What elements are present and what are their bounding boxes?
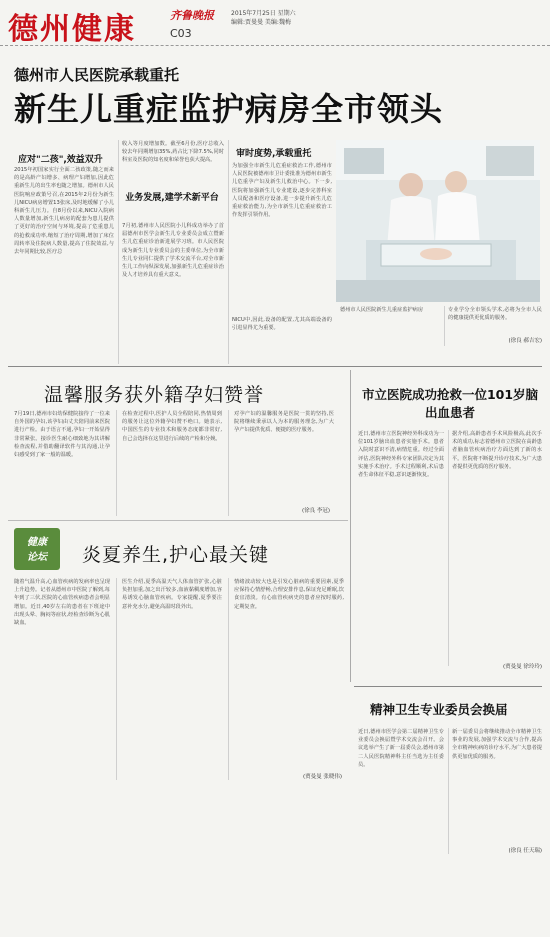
lead-credit: (徐良 郝吉宏) — [508, 338, 542, 344]
story3-col2: 据介绍,高龄患者手术风险极高,此次手术的成功,标志着德州市立医院在高龄患者脑血管疾病治疗方面达到了新的水平。医院将不断提升诊疗技术,为广大患者提供更优质的医疗服务。 — [452, 431, 542, 470]
story4-headline: 炎夏养生,护心最关键 — [82, 544, 270, 566]
page-number: C03 — [170, 27, 192, 40]
story3-headline: 市立医院成功抢救一位101岁脑出血患者 — [361, 387, 539, 420]
story5-col1: 近日,德州市医学会第二届精神卫生专业委员会换届暨学术交流会召开。会议选举产生了新一届委员会,德州市第二人民医院精神科主任当选为主任委员。 — [358, 729, 444, 768]
editors: 编辑:贾曼曼 美编:魏梅 — [231, 19, 291, 26]
lead-subhead-1: 应对"二孩",效益双升 — [18, 155, 103, 165]
story2-credit: (徐良 李冠) — [301, 508, 330, 514]
lead-col1: 2015年初国家实行全面二孩政策,随之而来的是高龄产妇增多、病理产妇增加,因此危重新生儿的出生率也随之增加。德州市人民医院响应政策号召,在2015年2月份为新生儿NICU病房增置13张床,及时地缓解了小儿科新生儿压力。自8月份以来,NICU入院病人数量增加,新生儿病房的配套为患儿提供了更好的治疗空间与环境,提高了危重患儿的抢救成功率,缩短了治疗周期,增加了床位周转率及住院病人数量,提高了住院效益,与去年同期比较,医疗总 — [14, 167, 114, 256]
story5-col2: 新一届委员会将继续推动全市精神卫生事业的发展,加强学术交流与合作,提高全市精神疾病的诊疗水平,为广大患者提供更加优质的服务。 — [452, 729, 542, 760]
paper-logo: 齐鲁晚报 — [170, 9, 214, 22]
story3-credit: (贾曼曼 徐玲玲) — [502, 664, 542, 670]
lead-col2: 收入等月度增加数。截至6月份,医疗总收入较去年同期增加35%,药占比下降7.5%,同时科室及医院的知名度和荣誉也获大提高。 — [122, 141, 224, 164]
masthead — [0, 0, 550, 47]
section-title: 德州健康 — [8, 12, 136, 47]
nicu-photo — [336, 140, 540, 302]
lead-subhead-3: 审时度势,承载重托 — [236, 149, 312, 159]
health-forum-badge — [14, 528, 60, 570]
story4-col1: 随着气温升高,心血管疾病的发病率也呈现上升趋势。记者从德州市中医院了解到,每年到了三伏,医院的心血管疾病患者会明显增加。近日,40岁左右的患者在下班途中出现头晕、胸闷等症状,经检查诊断为心肌缺血。 — [14, 579, 110, 627]
story4-col3: 情绪波动较大也是引发心脏病的重要因素,夏季应保持心情舒畅,合理安排作息,保证充足睡眠,饮食宜清淡。有心血管疾病史的患者应按时服药,定期复查。 — [234, 579, 344, 610]
story2-headline: 温馨服务获外籍孕妇赞誉 — [44, 384, 265, 406]
lead-col4: 专业学分全市领头学术,必将为全市人民的健康提供更优质的服务。 — [448, 307, 542, 322]
story4-credit: (贾曼曼 张晓伟) — [302, 774, 342, 780]
story5-headline: 精神卫生专业委员会换届 — [370, 702, 508, 717]
lead-col3b: NICU中,因此,设备的配置,尤其高端设备的引进显得尤为重要。 — [232, 317, 332, 332]
story3-col1: 近日,德州市立医院神经外科成功为一位101岁脑出血患者实施手术。患者入院时意识不清,病情危重。经过全面评估,医院神经外科专家团队决定为其实施手术治疗。手术过程顺利,术后患者生命体征平稳,意识逐渐恢复。 — [358, 431, 444, 479]
issue-date: 2015年7月25日 星期六 — [231, 10, 296, 17]
photo-caption: 德州市人民医院新生儿重症监护病房 — [340, 307, 424, 313]
badge-line-2: 论坛 — [27, 552, 47, 563]
story4-col2: 医生介绍,夏季高温天气人体血管扩张,心脏负担加重,加之出汗较多,血液黏稠度增加,容易诱发心脑血管疾病。专家提醒,夏季要注意补充水分,避免高温时段外出。 — [122, 579, 222, 610]
lead-col3: 为加强全市新生儿危重症救治工作,德州市人民医院被德州市卫计委批准为德州市新生儿危重孕产妇及新生儿救治中心。下一步,医院将加强新生儿专业建设,逐步完善科室人员配备和医疗设备,进一步提升新生儿危重症救治能力,为全市新生儿危重症救治工作发挥引领作用。 — [232, 163, 332, 219]
story2-col3: 对孕产妇的温馨服务是医院一贯的坚持,医院将继续秉承以人为本的服务理念,为广大孕产妇提供优质、便捷的医疗服务。 — [234, 411, 334, 434]
lead-kicker: 德州市人民医院承载重托 — [14, 66, 180, 84]
lead-subhead-2: 业务发展,建学术新平台 — [125, 193, 219, 203]
lead-headline: 新生儿重症监护病房全市领头 — [14, 90, 444, 128]
story5-credit: (徐良 任天瑞) — [508, 848, 542, 854]
story2-col1: 7月19日,德州市妇幼保健院接待了一位来自外国的孕妇,该孕妇由丈夫陪同前来医院进行产检。由于语言不通,孕妇一开始显得非常紧张。接诊医生耐心细致地为其讲解检查流程,并借助翻译软件与其沟通,让孕妇感受到了家一般的温暖。 — [14, 411, 110, 459]
lead-col2b: 7月初,德州市人民医院小儿科成功举办了首届德州市医学会新生儿专业委员会成立暨新生儿危重症诊治新进展学习班。市人民医院成为新生儿专业委员会的主委单位,为全市新生儿专业同仁提供了学术交流平台,对全市新生儿工作向纵深发展,加强新生儿危重症诊治及人才培养具有重大意义。 — [122, 223, 224, 279]
badge-line-1: 健康 — [27, 537, 47, 548]
story2-col2: 在检查过程中,医护人员全程陪同,热情周到的服务让这位外籍孕妇赞不绝口。她表示,中国医生的专业技术和服务态度都非常好,自己会选择在这里进行后续的产检和分娩。 — [122, 411, 222, 442]
